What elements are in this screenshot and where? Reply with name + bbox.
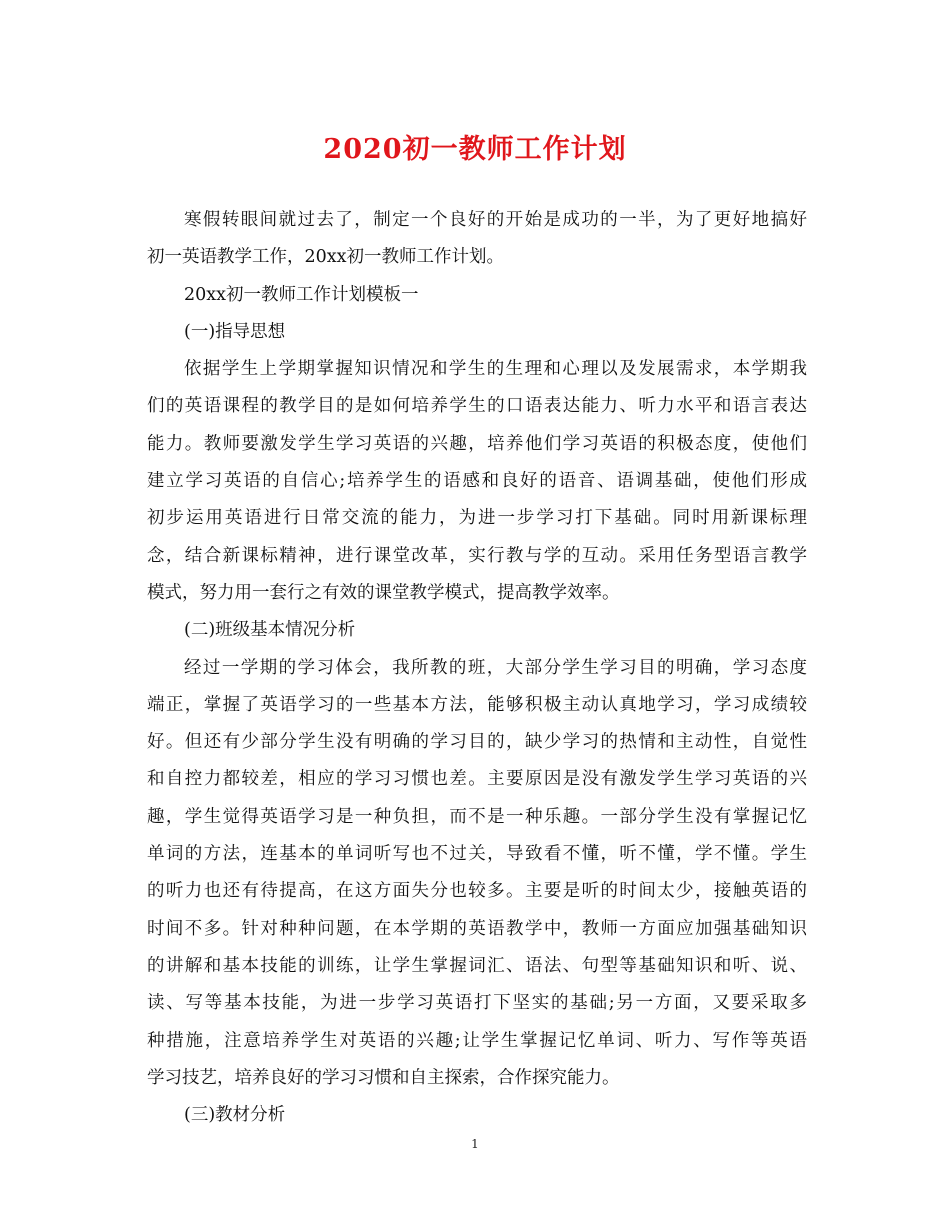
paragraph-line: 寒假转眼间就过去了，制定一个良好的开始是成功的一半，为了更好地搞好 — [184, 210, 807, 230]
paragraph-line: 趣，学生觉得英语学习是一种负担，而不是一种乐趣。一部分学生没有掌握记忆 — [147, 806, 807, 827]
paragraph-line: 们的英语课程的教学目的是如何培养学生的口语表达能力、听力水平和语言表达 — [147, 396, 807, 417]
paragraph-line: 经过一学期的学习体会，我所教的班，大部分学生学习目的明确，学习态度 — [184, 657, 807, 678]
section-heading: (二)班级基本情况分析 — [184, 620, 356, 641]
document-body — [147, 202, 807, 1134]
page-number: 1 — [471, 1137, 479, 1151]
paragraph-line: 种措施，注意培养学生对英语的兴趣;让学生掌握记忆单词、听力、写作等英语 — [147, 1030, 807, 1051]
paragraph-line: 的听力也还有待提高，在这方面失分也较多。主要是听的时间太少，接触英语的 — [147, 881, 807, 902]
paragraph-line: 学习技艺，培养良好的学习习惯和自主探索，合作探究能力。 — [147, 1067, 620, 1088]
paragraph-line: 初一英语教学工作，20xx初一教师工作计划。 — [147, 247, 505, 268]
paragraph-line: 建立学习英语的自信心;培养学生的语感和良好的语音、语调基础，使他们形成 — [147, 471, 807, 492]
paragraph-line: 好。但还有少部分学生没有明确的学习目的，缺少学习的热情和主动性，自觉性 — [147, 732, 807, 753]
paragraph-line: 时间不多。针对种种问题，在本学期的英语教学中，教师一方面应加强基础知识 — [147, 918, 807, 939]
section-heading: (三)教材分析 — [184, 1105, 286, 1126]
paragraph-line: 模式，努力用一套行之有效的课堂教学模式，提高教学效率。 — [147, 582, 620, 603]
paragraph-line: 念，结合新课标精神，进行课堂改革，实行教与学的互动。采用任务型语言教学 — [147, 545, 807, 566]
section-subtitle: 20xx初一教师工作计划模板一 — [184, 284, 419, 305]
paragraph-line: 读、写等基本技能，为进一步学习英语打下坚实的基础;另一方面，又要采取多 — [147, 993, 807, 1014]
paragraph-line: 能力。教师要激发学生学习英语的兴趣，培养他们学习英语的积极态度，使他们 — [147, 433, 807, 454]
document-title: 2020初一教师工作计划 — [323, 134, 627, 165]
paragraph-line: 和自控力都较差，相应的学习习惯也差。主要原因是没有激发学生学习英语的兴 — [147, 769, 807, 790]
paragraph-line: 的讲解和基本技能的训练，让学生掌握词汇、语法、句型等基础知识和听、说、 — [147, 955, 807, 976]
paragraph-line: 初步运用英语进行日常交流的能力，为进一步学习打下基础。同时用新课标理 — [147, 508, 807, 529]
paragraph-line: 端正，掌握了英语学习的一些基本方法，能够积极主动认真地学习，学习成绩较 — [147, 694, 807, 715]
paragraph-line: 依据学生上学期掌握知识情况和学生的生理和心理以及发展需求，本学期我 — [184, 359, 807, 380]
paragraph-line: 单词的方法，连基本的单词听写也不过关，导致看不懂，听不懂，学不懂。学生 — [147, 844, 807, 865]
section-heading: (一)指导思想 — [184, 321, 286, 342]
